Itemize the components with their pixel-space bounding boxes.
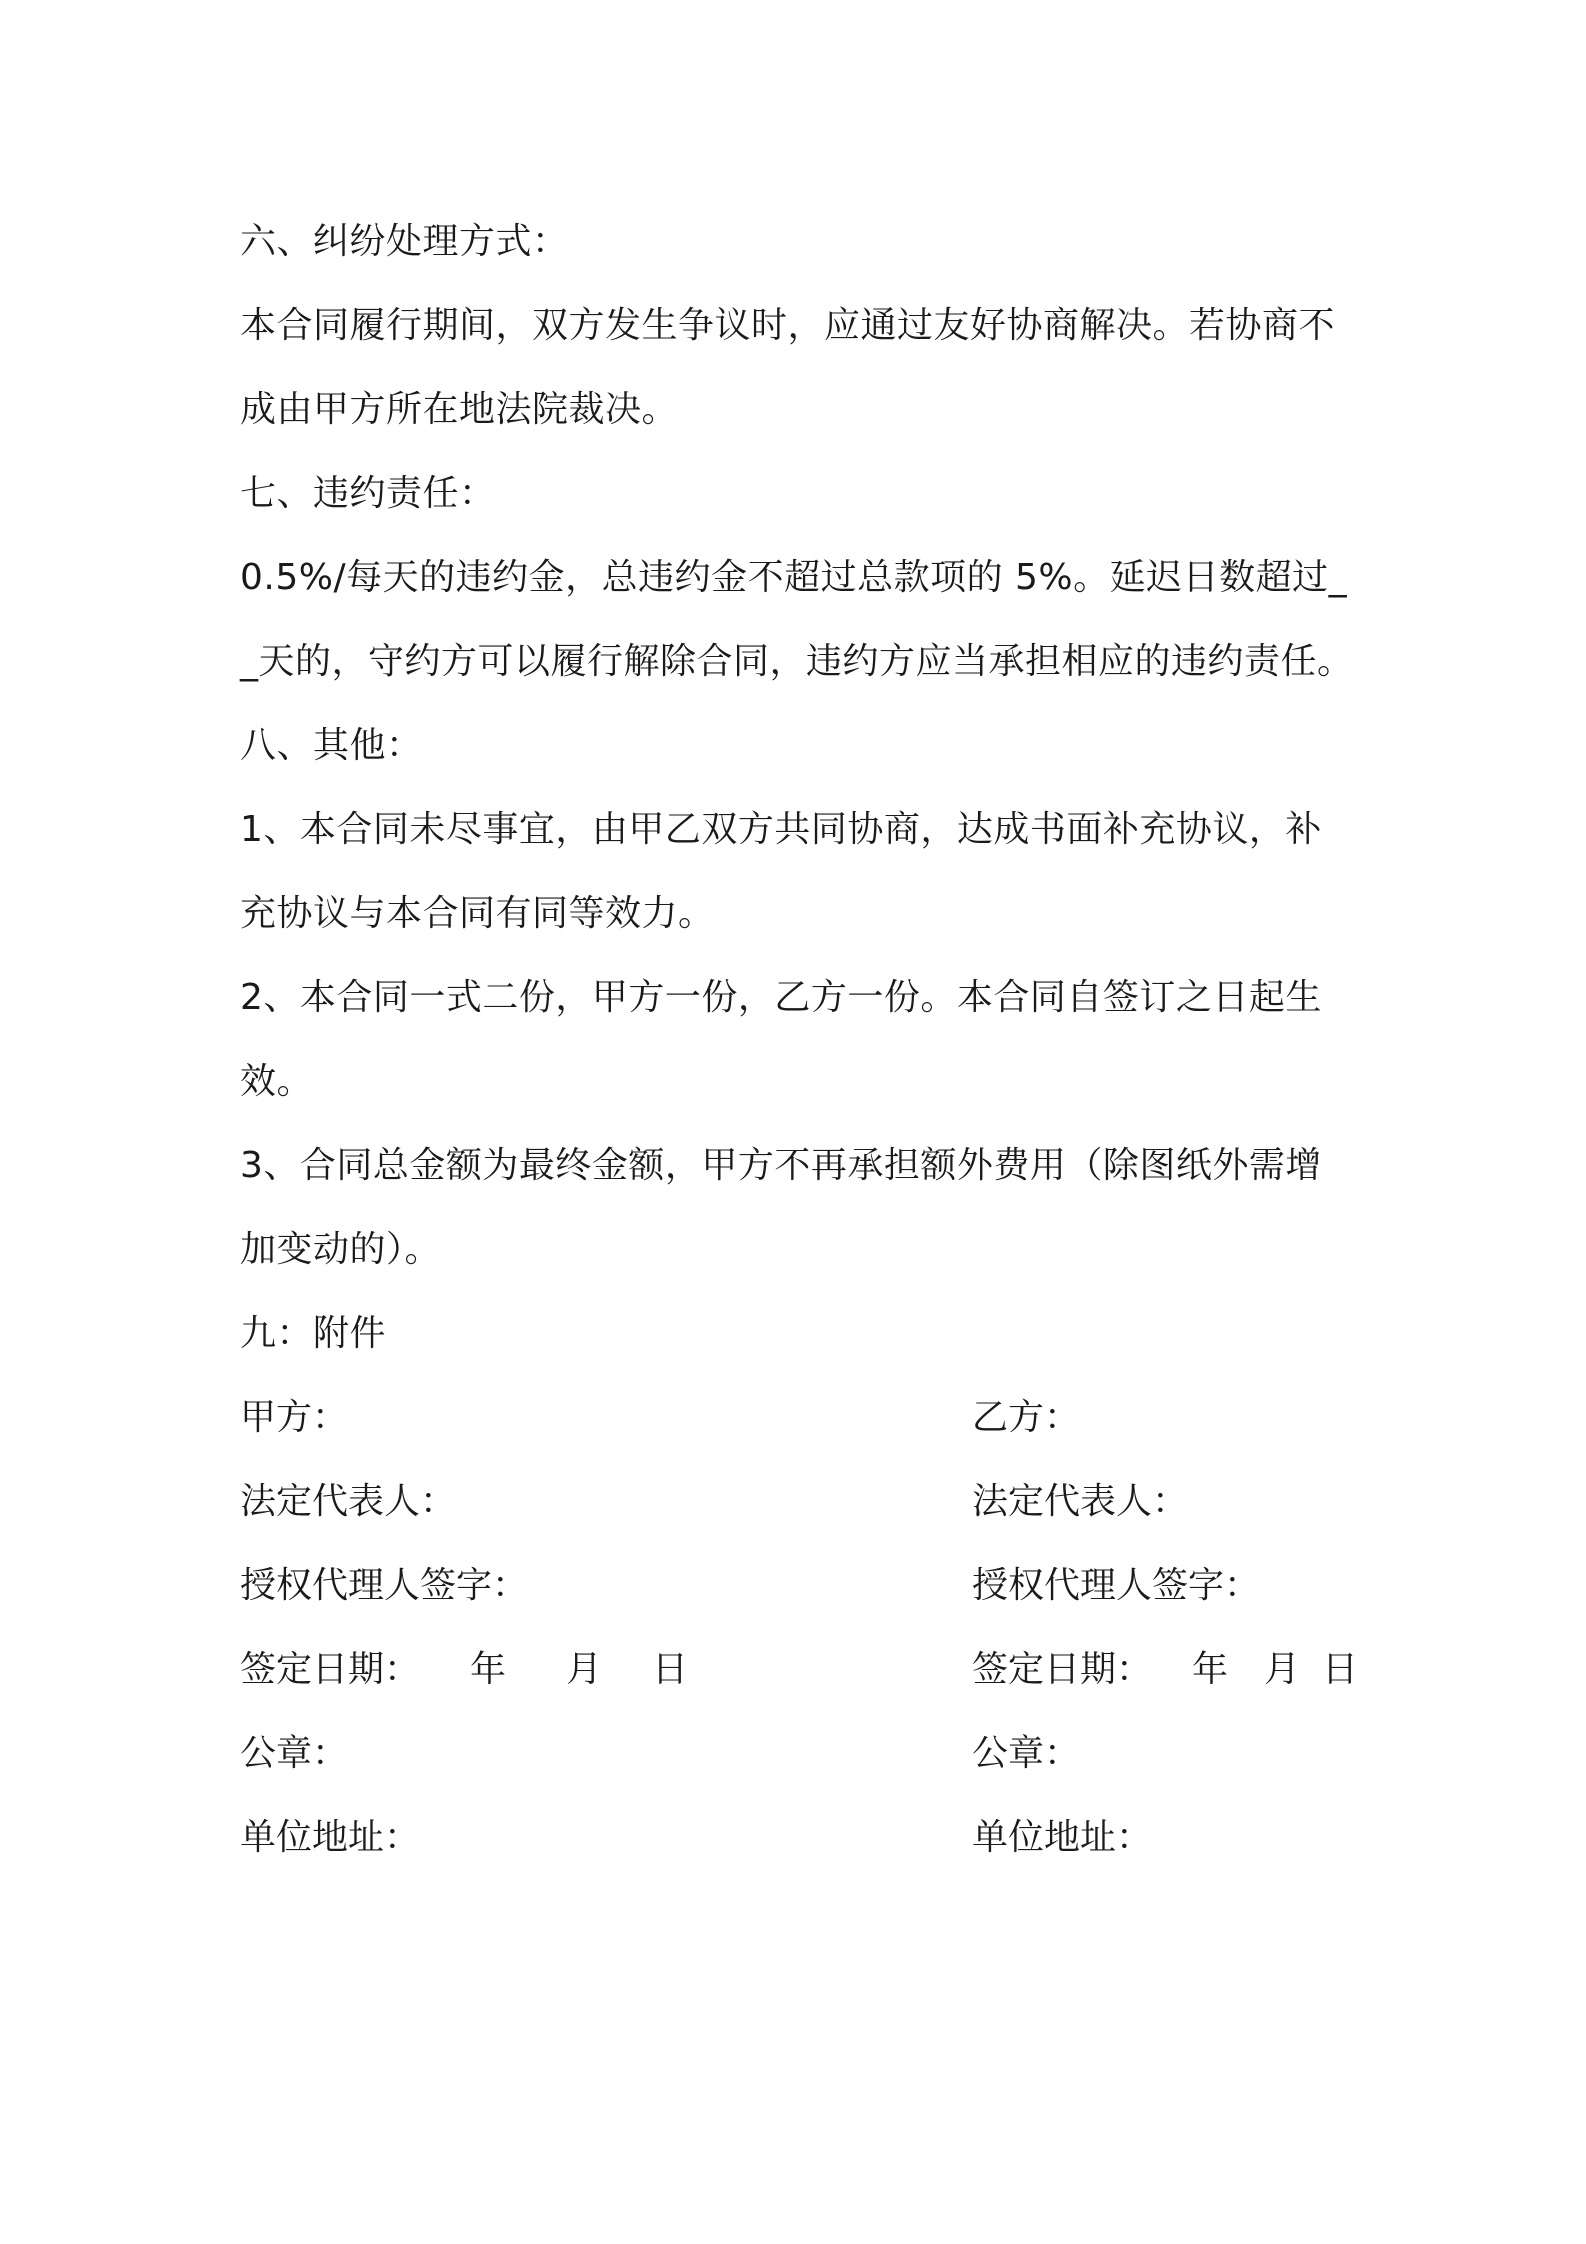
party-a-representative-label: 法定代表人：: [240, 1481, 457, 1522]
party-a-date-label: 签定日期：: [240, 1649, 421, 1690]
signature-row-date: [240, 1628, 1360, 1712]
section-7-paragraph-line-1: 0.5%/每天的违约金，总违约金不超过总款项的 5%。延迟日数超过_: [240, 557, 1348, 598]
section-7-paragraph-line-2: _天的，守约方可以履行解除合同，违约方应当承担相应的违约责任。: [240, 641, 1354, 682]
party-b-date-label: 签定日期：: [972, 1649, 1153, 1690]
section-8-item-3-line-1: 3、合同总金额为最终金额，甲方不再承担额外费用（除图纸外需增: [240, 1145, 1322, 1186]
section-6-paragraph-line-2: 成由甲方所在地法院裁决。: [240, 389, 679, 430]
section-8-item-1-line-2: 充协议与本合同有同等效力。: [240, 893, 715, 934]
signature-row-agent: [240, 1544, 1360, 1628]
party-b-date-month: 月: [1264, 1649, 1301, 1690]
party-a-label: 甲方：: [240, 1397, 349, 1438]
section-8-item-1-line-1: 1、本合同未尽事宜，由甲乙双方共同协商，达成书面补充协议，补: [240, 809, 1322, 850]
section-9-heading: 九：附件: [240, 1313, 387, 1354]
party-a-date-month: 月: [566, 1649, 603, 1690]
party-b-agent-signature-label: 授权代理人签字：: [972, 1565, 1261, 1606]
section-8-item-2-line-2: 效。: [240, 1061, 314, 1102]
party-b-date-year: 年: [1192, 1649, 1229, 1690]
party-a-address-label: 单位地址：: [240, 1817, 421, 1858]
party-a-agent-signature-label: 授权代理人签字：: [240, 1565, 529, 1606]
section-6-paragraph-line-1: 本合同履行期间，双方发生争议时，应通过友好协商解决。若协商不: [240, 305, 1336, 346]
section-7-heading: 七、违约责任：: [240, 473, 496, 514]
party-b-seal-label: 公章：: [972, 1733, 1081, 1774]
signature-row-seal: [240, 1712, 1360, 1796]
section-8-item-3-line-2: 加变动的）。: [240, 1229, 442, 1270]
signature-row-address: [240, 1796, 1360, 1880]
party-a-date-day: 日: [652, 1649, 689, 1690]
contract-body: [240, 200, 1360, 1880]
section-6-heading: 六、纠纷处理方式：: [240, 221, 569, 262]
section-8-item-2-line-1: 2、本合同一式二份，甲方一份，乙方一份。本合同自签订之日起生: [240, 977, 1322, 1018]
section-8-heading: 八、其他：: [240, 725, 423, 766]
party-b-date-day: 日: [1322, 1649, 1359, 1690]
party-a-seal-label: 公章：: [240, 1733, 349, 1774]
party-b-label: 乙方：: [972, 1397, 1081, 1438]
party-a-date-year: 年: [470, 1649, 507, 1690]
party-b-address-label: 单位地址：: [972, 1817, 1153, 1858]
party-b-representative-label: 法定代表人：: [972, 1481, 1189, 1522]
signature-row-representative: [240, 1460, 1360, 1544]
signature-row-party: [240, 1376, 1360, 1460]
